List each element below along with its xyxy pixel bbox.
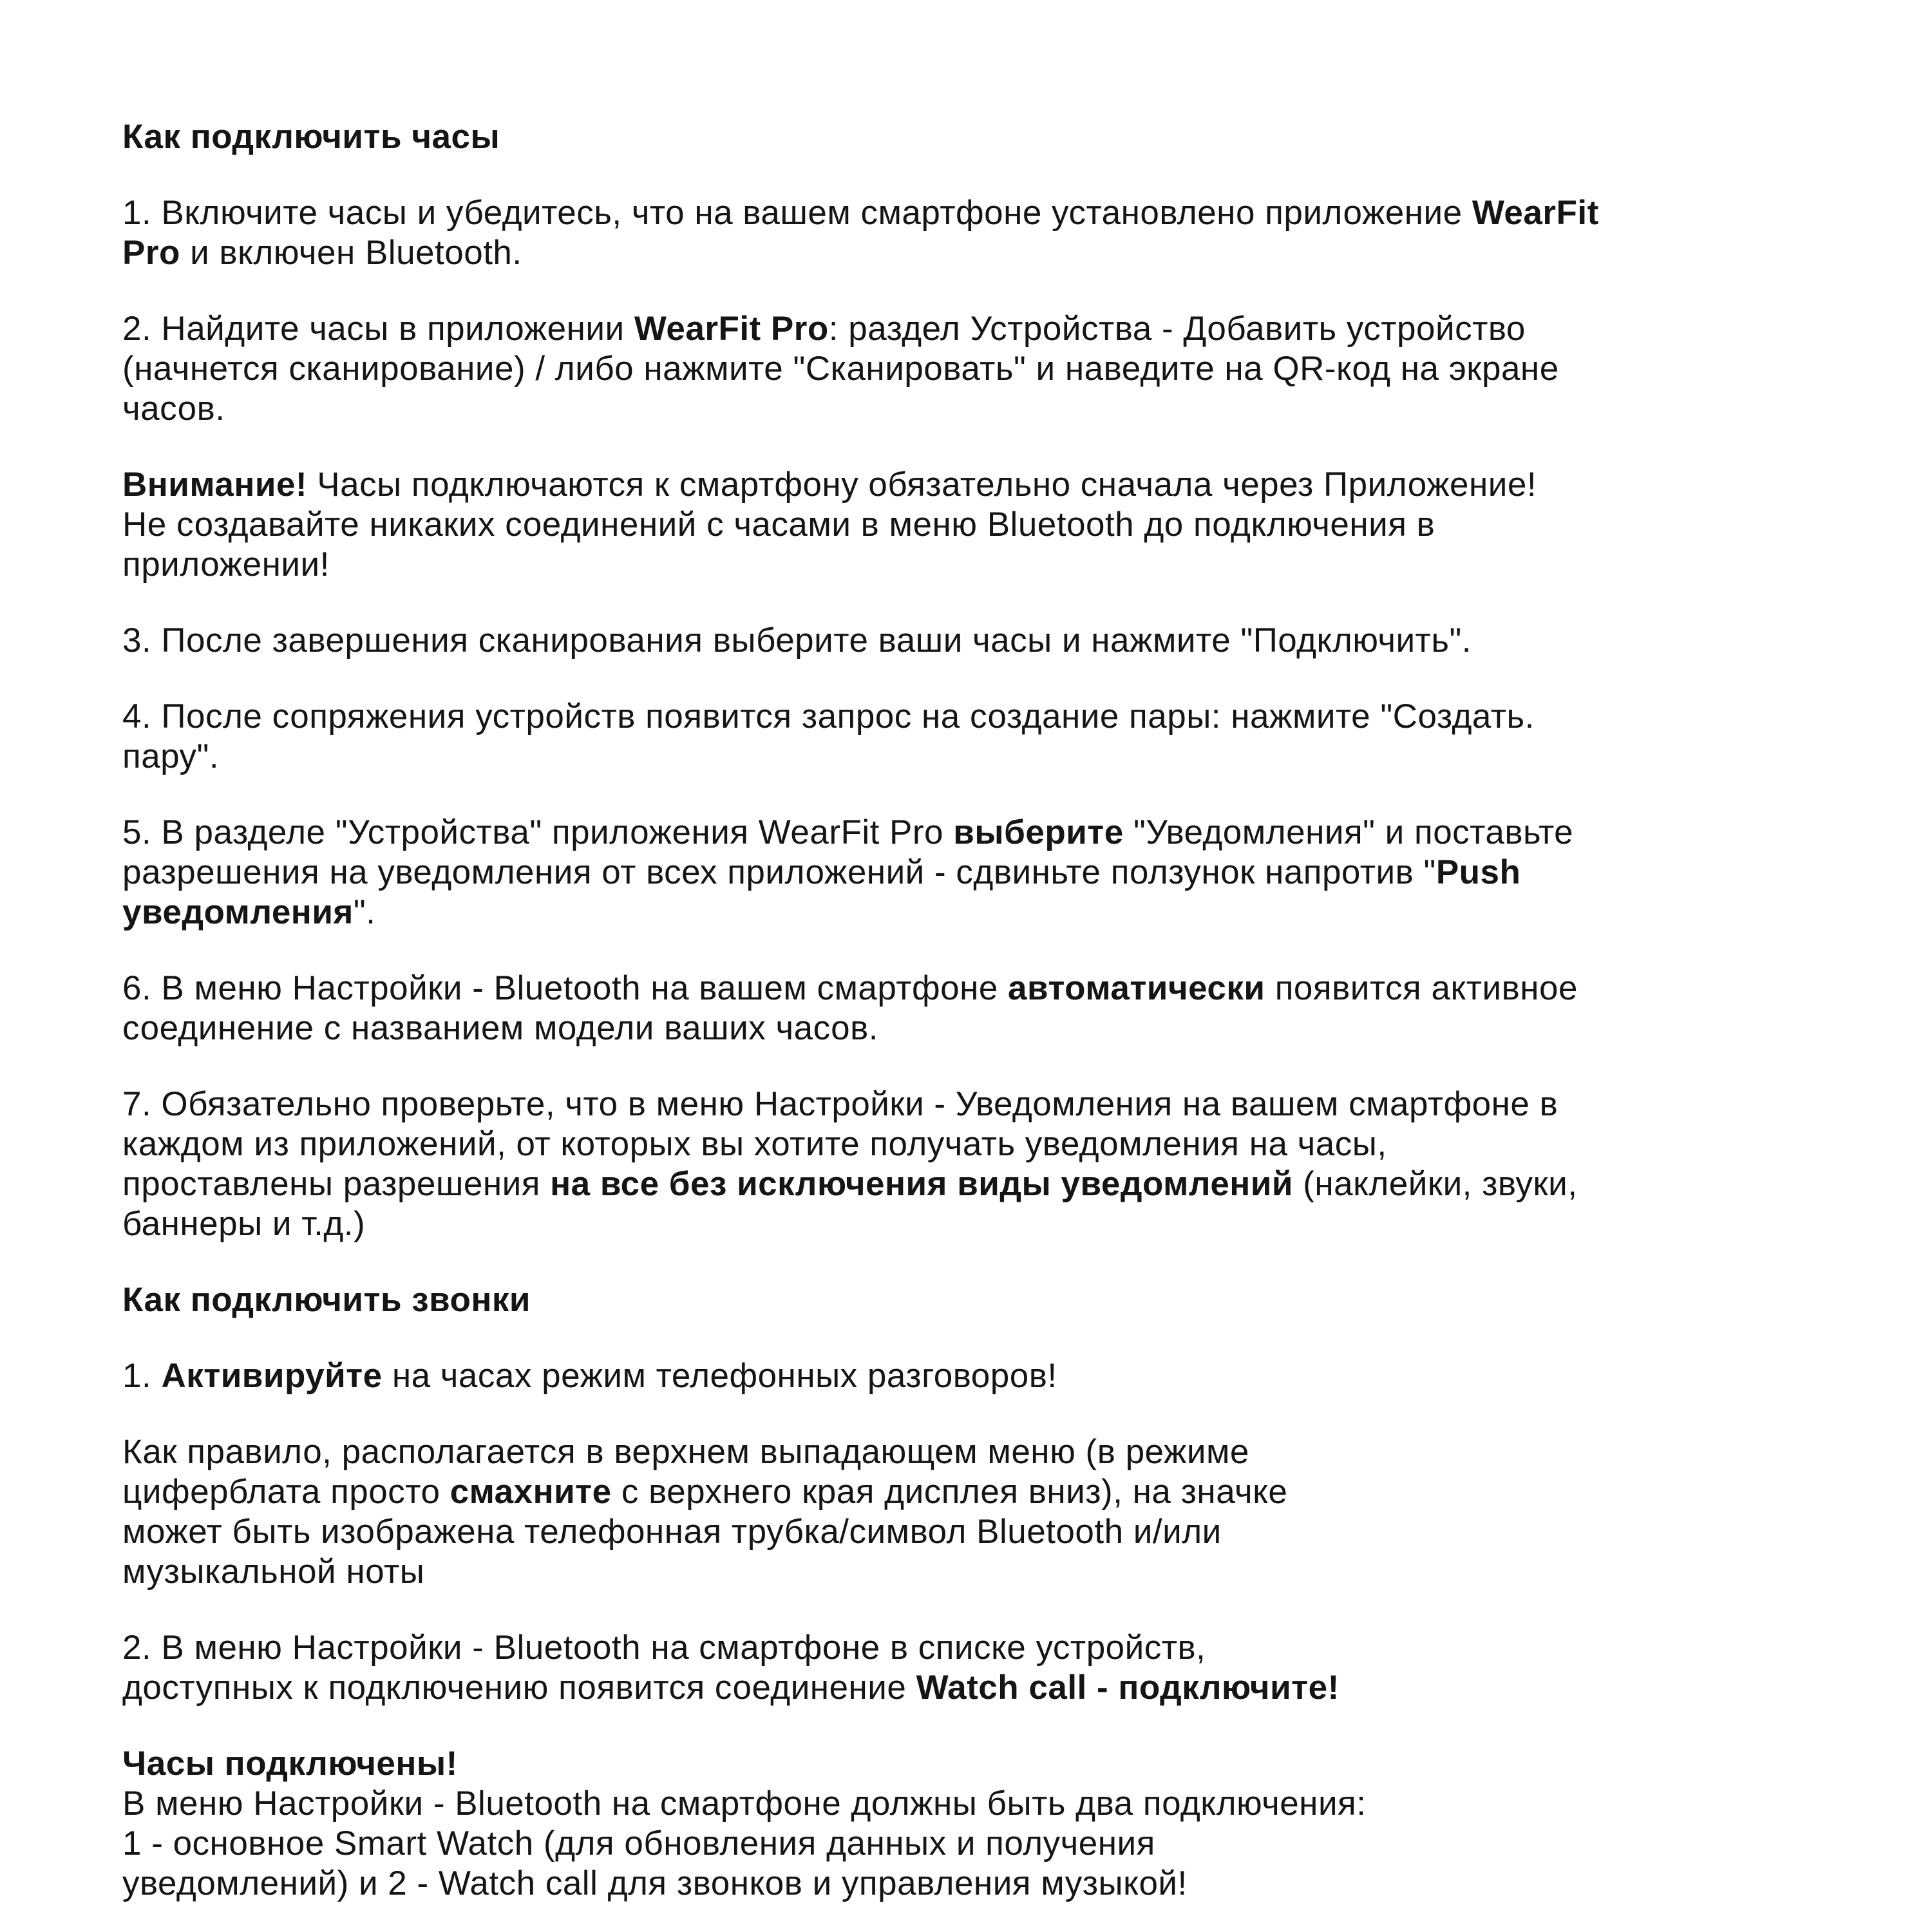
watch-connected-summary-text: уведомлений) и 2 - Watch call для звонков и управления музыкой! — [122, 1864, 1188, 1902]
watch-step-5-text: "Уведомления" и поставьте — [1123, 813, 1574, 851]
calls-step-1-text: на часах режим телефонных разговоров! — [382, 1357, 1057, 1395]
watch-step-5 — [122, 813, 1835, 933]
calls-step-1 — [122, 1356, 1835, 1396]
watch-step-5-text: ". — [353, 893, 376, 931]
calls-step-2-text: 2. В меню Настройки - Bluetooth на смартфоне в списке устройств, — [122, 1629, 1206, 1667]
section-title-connect-calls-text: Как подключить звонки — [122, 1281, 531, 1319]
calls-step-1-text: Активируйте — [161, 1357, 383, 1395]
warning-note — [122, 465, 1835, 585]
watch-step-3-text: 3. После завершения сканирования выберите ваши часы и нажмите "Подключить". — [122, 621, 1472, 659]
warning-note-text: приложении! — [122, 545, 330, 583]
watch-step-2-text: часов. — [122, 390, 225, 428]
section-title-connect-watch — [122, 117, 1835, 157]
calls-note-text: может быть изображена телефонная трубка/символ Bluetooth и/или — [122, 1513, 1222, 1551]
watch-step-3 — [122, 621, 1835, 661]
watch-step-6-text: появится активное — [1265, 969, 1578, 1007]
watch-step-6-text: 6. В меню Настройки - Bluetooth на вашем смартфоне — [122, 969, 1009, 1007]
calls-note-text: с верхнего края дисплея вниз), на значке — [611, 1473, 1288, 1511]
watch-step-6-text: автоматически — [1008, 969, 1265, 1007]
watch-connected-summary — [122, 1744, 1835, 1904]
watch-step-5-text: уведомления — [122, 893, 354, 931]
calls-note-text: музыкальной ноты — [122, 1553, 425, 1591]
warning-note-text: Не создавайте никаких соединений с часами в меню Bluetooth до подключения в — [122, 506, 1435, 544]
watch-step-7-text: (наклейки, звуки, — [1293, 1165, 1578, 1203]
watch-step-1-text: и включен Bluetooth. — [180, 234, 522, 272]
warning-note-text: Часы подключаются к смартфону обязательно сначала через Приложение! — [307, 466, 1537, 504]
watch-connected-summary-text: В меню Настройки - Bluetooth на смартфоне должны быть два подключения: — [122, 1785, 1367, 1823]
watch-step-4-text: пару". — [122, 737, 220, 775]
watch-step-2 — [122, 309, 1835, 429]
calls-note-text: смахните — [450, 1473, 612, 1511]
watch-step-7-text: баннеры и т.д.) — [122, 1205, 366, 1243]
watch-step-4-text: 4. После сопряжения устройств появится запрос на создание пары: нажмите "Создать. — [122, 697, 1535, 735]
watch-step-1-text: WearFit — [1472, 194, 1599, 232]
section-title-connect-watch-text: Как подключить часы — [122, 118, 500, 156]
watch-step-7-text: на все без исключения виды уведомлений — [550, 1165, 1293, 1203]
calls-step-2 — [122, 1628, 1835, 1708]
warning-note-text: Внимание! — [122, 466, 308, 504]
watch-step-2-text: (начнется сканирование) / либо нажмите "Сканировать" и наведите на QR-код на экране — [122, 350, 1559, 388]
watch-step-1 — [122, 193, 1835, 273]
calls-step-1-text: 1. — [122, 1357, 162, 1395]
watch-step-2-text: : раздел Устройства - Добавить устройство — [828, 310, 1526, 348]
watch-step-1-text: Pro — [122, 234, 180, 272]
watch-step-2-text: WearFit Pro — [634, 310, 829, 348]
watch-step-5-text: 5. В разделе "Устройства" приложения WearFit Pro — [122, 813, 954, 851]
watch-step-5-text: выберите — [953, 813, 1124, 851]
watch-step-7-text: проставлены разрешения — [122, 1165, 551, 1203]
calls-step-2-text: Watch call - подключите! — [916, 1669, 1340, 1707]
watch-step-4 — [122, 697, 1835, 777]
watch-step-7 — [122, 1084, 1835, 1244]
section-title-connect-calls — [122, 1280, 1835, 1320]
watch-connected-summary-text: Часы подключены! — [122, 1745, 458, 1783]
calls-step-2-text: доступных к подключению появится соединение — [122, 1669, 916, 1707]
watch-step-5-text: разрешения на уведомления от всех приложений - сдвиньте ползунок напротив " — [122, 853, 1436, 891]
watch-step-7-text: каждом из приложений, от которых вы хотите получать уведомления на часы, — [122, 1125, 1387, 1163]
calls-note-text: Как правило, располагается в верхнем выпадающем меню (в режиме — [122, 1433, 1249, 1471]
watch-step-2-text: 2. Найдите часы в приложении — [122, 310, 634, 348]
watch-step-6-text: соединение с названием модели ваших часов. — [122, 1009, 879, 1047]
calls-note-text: циферблата просто — [122, 1473, 450, 1511]
watch-step-1-text: 1. Включите часы и убедитесь, что на вашем смартфоне установлено приложение — [122, 194, 1472, 232]
watch-step-6 — [122, 969, 1835, 1048]
watch-step-7-text: 7. Обязательно проверьте, что в меню Настройки - Уведомления на вашем смартфоне в — [122, 1085, 1558, 1123]
watch-step-5-text: Push — [1435, 853, 1521, 891]
calls-note — [122, 1432, 1835, 1592]
watch-connected-summary-text: 1 - основное Smart Watch (для обновления данных и получения — [122, 1824, 1155, 1862]
